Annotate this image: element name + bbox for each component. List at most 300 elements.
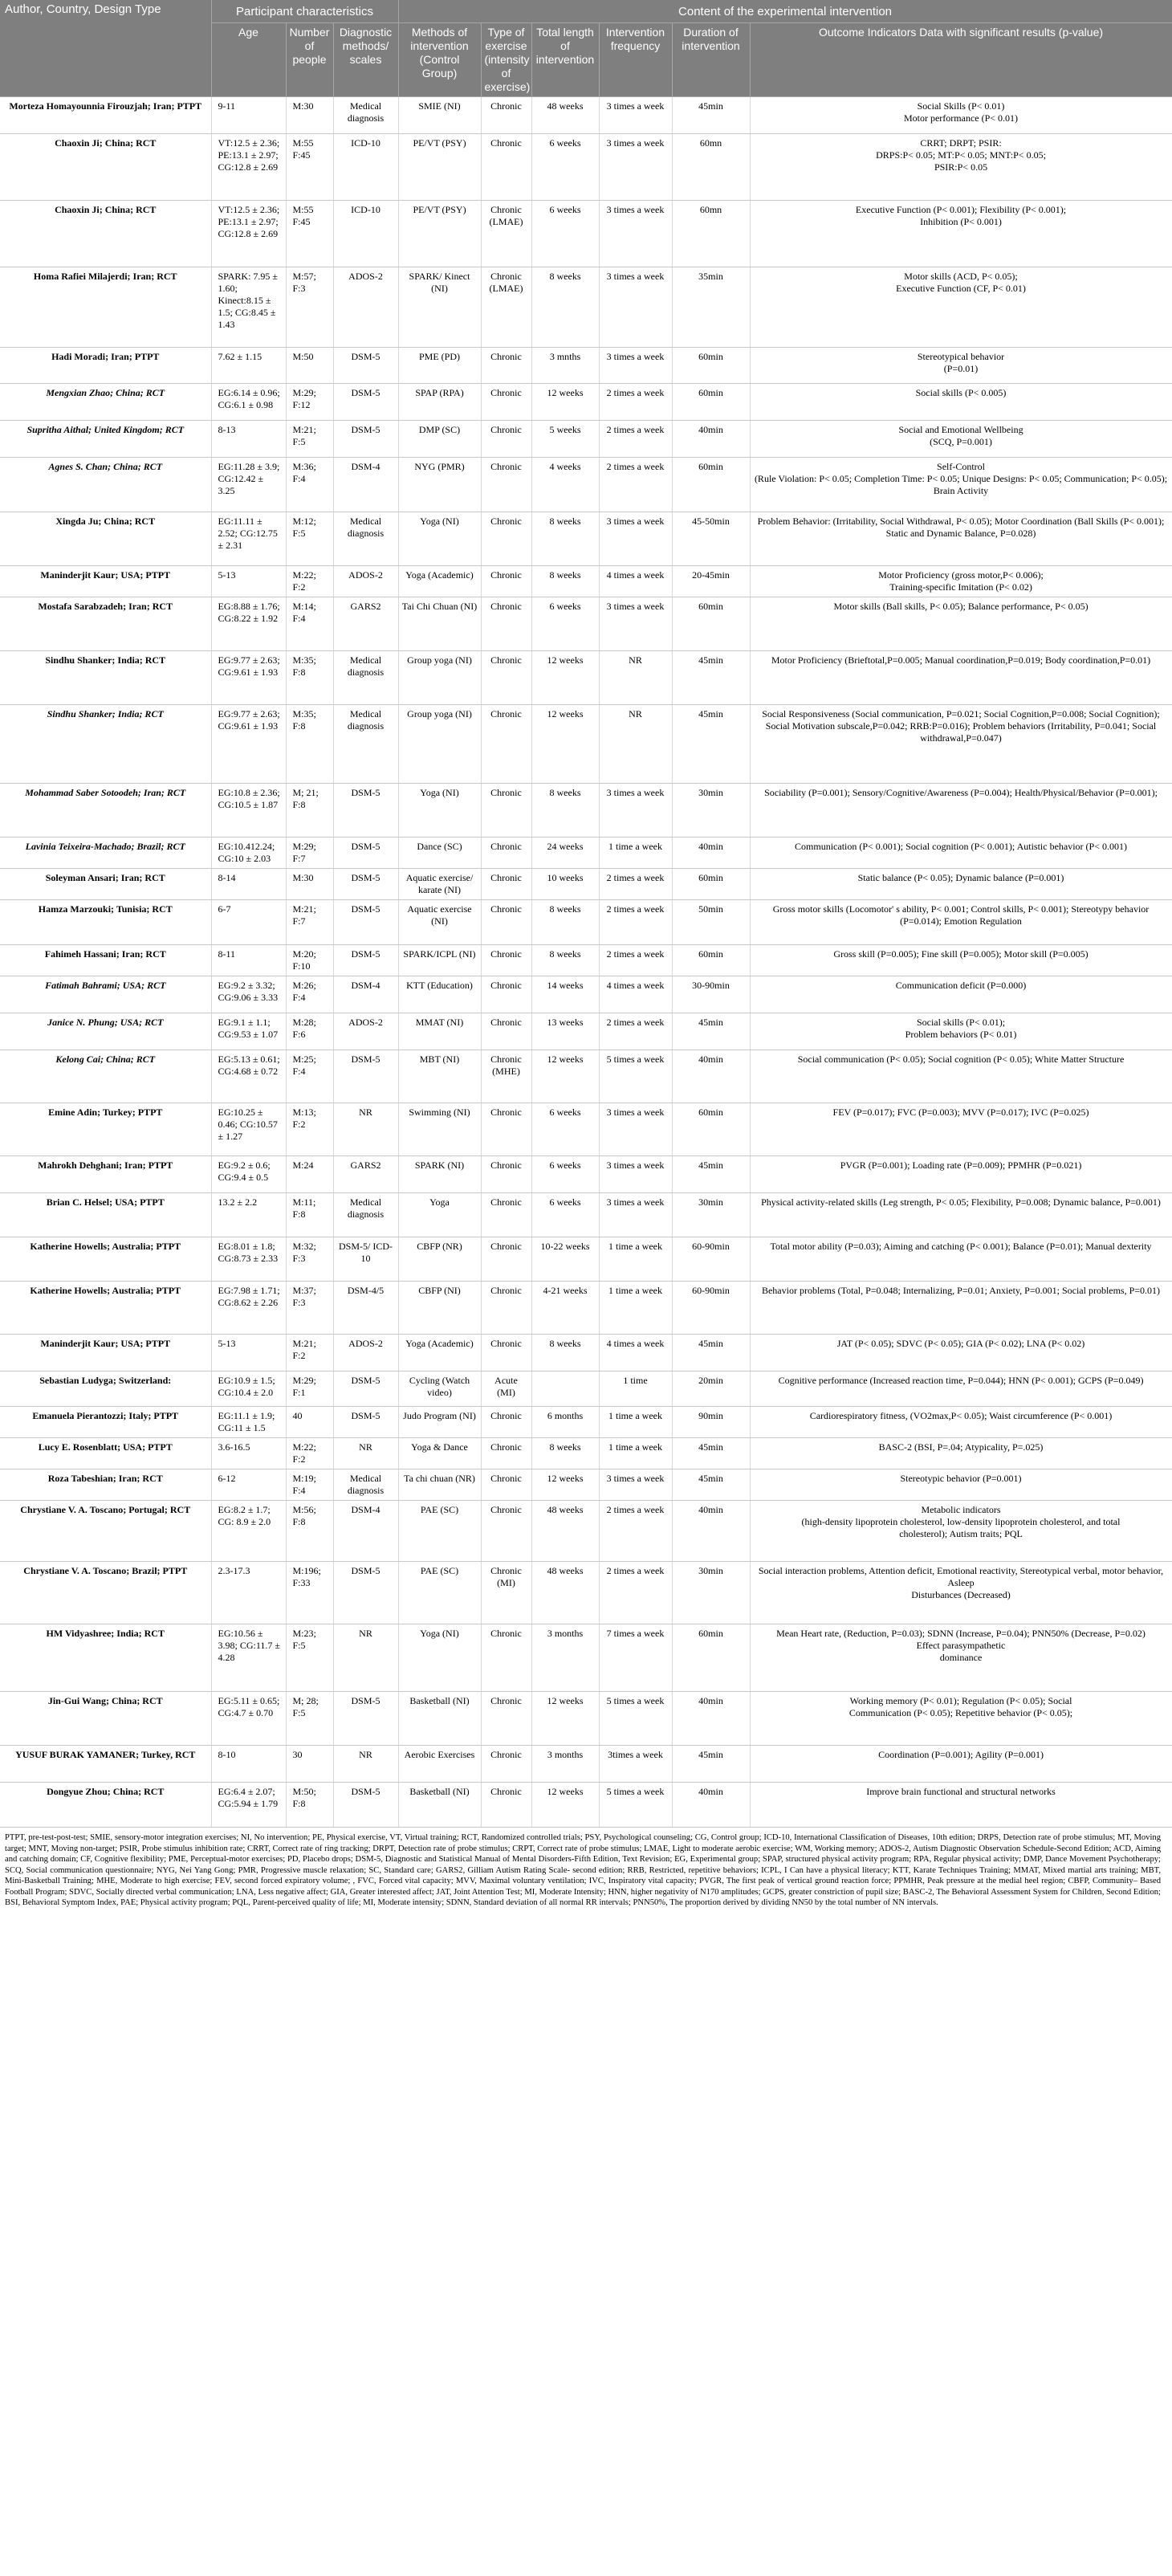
cell-method: Dance (SC): [398, 838, 481, 869]
cell-frequency: 2 times a week: [599, 421, 672, 458]
table-row: [0, 1692, 1172, 1746]
cell-frequency: 3 times a week: [599, 1193, 672, 1237]
header-participant-group: Participant characteristics: [211, 0, 398, 23]
cell-age: EG:10.412.24; CG:10 ± 2.03: [211, 838, 286, 869]
cell-frequency: 4 times a week: [599, 1335, 672, 1372]
cell-outcome: Metabolic indicators (high-density lipoprotein cholesterol, low-density lipoprotein cholesterol, and total cholesterol); Autism traits; PQL: [750, 1501, 1172, 1562]
cell-age: EG:5.11 ± 0.65; CG:4.7 ± 0.70: [211, 1692, 286, 1746]
table-row: [0, 1193, 1172, 1237]
cell-diagnostic: Medical diagnosis: [333, 512, 398, 566]
cell-duration: 20-45min: [672, 566, 750, 597]
cell-outcome: Motor Proficiency (Brieftotal,P=0.005; Manual coordination,P=0.019; Body coordination,P=0.01): [750, 651, 1172, 705]
cell-diagnostic: DSM-4: [333, 1501, 398, 1562]
cell-frequency: 2 times a week: [599, 458, 672, 512]
cell-exercise-type: Chronic: [481, 1501, 531, 1562]
cell-exercise-type: Chronic: [481, 1438, 531, 1469]
cell-age: EG:10.9 ± 1.5; CG:10.4 ± 2.0: [211, 1372, 286, 1407]
cell-diagnostic: DSM-5: [333, 348, 398, 384]
cell-author: Supritha Aithal; United Kingdom; RCT: [0, 421, 211, 458]
cell-frequency: 1 time a week: [599, 1438, 672, 1469]
cell-frequency: 3 times a week: [599, 201, 672, 267]
cell-length: 48 weeks: [531, 1562, 599, 1624]
cell-people: M:13; F:2: [286, 1103, 333, 1156]
cell-exercise-type: Chronic (MHE): [481, 1050, 531, 1103]
cell-people: M:11; F:8: [286, 1193, 333, 1237]
cell-length: 10 weeks: [531, 869, 599, 900]
cell-frequency: 2 times a week: [599, 900, 672, 945]
cell-author: Maninderjit Kaur; USA; PTPT: [0, 566, 211, 597]
cell-duration: 45-50min: [672, 512, 750, 566]
cell-method: Tai Chi Chuan (NI): [398, 597, 481, 651]
cell-author: Chaoxin Ji; China; RCT: [0, 134, 211, 201]
cell-length: 8 weeks: [531, 566, 599, 597]
cell-age: EG:10.8 ± 2.36; CG:10.5 ± 1.87: [211, 784, 286, 838]
cell-length: 3 mnths: [531, 348, 599, 384]
cell-author: Brian C. Helsel; USA; PTPT: [0, 1193, 211, 1237]
cell-exercise-type: Chronic: [481, 651, 531, 705]
cell-frequency: 1 time a week: [599, 1407, 672, 1438]
cell-method: Aquatic exercise/ karate (NI): [398, 869, 481, 900]
cell-outcome: Problem Behavior: (Irritability, Social Withdrawal, P< 0.05); Motor Coordination (Ball Skills (P< 0.001); Static and Dynamic Balance, P=0.028): [750, 512, 1172, 566]
cell-people: M:55 F:45: [286, 201, 333, 267]
cell-method: Cycling (Watch video): [398, 1372, 481, 1407]
cell-age: EG:8.88 ± 1.76; CG:8.22 ± 1.92: [211, 597, 286, 651]
cell-outcome: Communication (P< 0.001); Social cognition (P< 0.001); Autistic behavior (P< 0.001): [750, 838, 1172, 869]
cell-outcome: Gross skill (P=0.005); Fine skill (P=0.005); Motor skill (P=0.005): [750, 945, 1172, 976]
cell-exercise-type: Chronic (LMAE): [481, 267, 531, 348]
cell-people: M:50: [286, 348, 333, 384]
cell-people: M:56; F:8: [286, 1501, 333, 1562]
cell-age: EG:8.01 ± 1.8; CG:8.73 ± 2.33: [211, 1237, 286, 1282]
cell-people: M:50; F:8: [286, 1783, 333, 1828]
cell-exercise-type: Chronic: [481, 384, 531, 421]
cell-outcome: Sociability (P=0.001); Sensory/Cognitive/Awareness (P=0.004); Health/Physical/Behavior (P=0.001);: [750, 784, 1172, 838]
cell-method: SPARK/ICPL (NI): [398, 945, 481, 976]
cell-frequency: 3 times a week: [599, 784, 672, 838]
cell-outcome: Communication deficit (P=0.000): [750, 976, 1172, 1013]
cell-duration: 40min: [672, 1783, 750, 1828]
cell-length: 3 months: [531, 1746, 599, 1783]
cell-frequency: 3 times a week: [599, 97, 672, 134]
cell-frequency: 2 times a week: [599, 869, 672, 900]
cell-exercise-type: Chronic: [481, 512, 531, 566]
cell-frequency: 3times a week: [599, 1746, 672, 1783]
cell-outcome: JAT (P< 0.05); SDVC (P< 0.05); GIA (P< 0.02); LNA (P< 0.02): [750, 1335, 1172, 1372]
cell-exercise-type: Chronic: [481, 784, 531, 838]
cell-age: EG:11.28 ± 3.9; CG:12.42 ± 3.25: [211, 458, 286, 512]
cell-people: M:32; F:3: [286, 1237, 333, 1282]
cell-outcome: Motor Proficiency (gross motor,P< 0.006); Training-specific Imitation (P< 0.02): [750, 566, 1172, 597]
cell-author: Katherine Howells; Australia; PTPT: [0, 1282, 211, 1335]
cell-length: 48 weeks: [531, 97, 599, 134]
cell-people: 30: [286, 1746, 333, 1783]
cell-diagnostic: DSM-4: [333, 976, 398, 1013]
cell-author: Emanuela Pierantozzi; Italy; PTPT: [0, 1407, 211, 1438]
cell-length: 6 weeks: [531, 1103, 599, 1156]
cell-exercise-type: Chronic: [481, 1013, 531, 1050]
cell-duration: 60min: [672, 597, 750, 651]
cell-people: M:26; F:4: [286, 976, 333, 1013]
cell-duration: 60-90min: [672, 1282, 750, 1335]
cell-age: EG:9.2 ± 0.6; CG:9.4 ± 0.5: [211, 1156, 286, 1193]
cell-method: CBFP (NI): [398, 1282, 481, 1335]
cell-diagnostic: ICD-10: [333, 134, 398, 201]
cell-duration: 40min: [672, 421, 750, 458]
cell-age: EG:5.13 ± 0.61; CG:4.68 ± 0.72: [211, 1050, 286, 1103]
cell-exercise-type: Chronic: [481, 1407, 531, 1438]
cell-frequency: 2 times a week: [599, 945, 672, 976]
table-row: [0, 1624, 1172, 1692]
cell-frequency: 2 times a week: [599, 384, 672, 421]
cell-length: 24 weeks: [531, 838, 599, 869]
cell-outcome: Social Skills (P< 0.01) Motor performance (P< 0.01): [750, 97, 1172, 134]
cell-author: Sindhu Shanker; India; RCT: [0, 651, 211, 705]
cell-age: 8-10: [211, 1746, 286, 1783]
cell-people: M:28; F:6: [286, 1013, 333, 1050]
cell-exercise-type: Chronic: [481, 900, 531, 945]
table-row: [0, 97, 1172, 134]
cell-length: 10-22 weeks: [531, 1237, 599, 1282]
cell-duration: 40min: [672, 838, 750, 869]
cell-method: Yoga (NI): [398, 1624, 481, 1692]
cell-length: 12 weeks: [531, 1783, 599, 1828]
cell-exercise-type: Chronic: [481, 421, 531, 458]
cell-duration: 60min: [672, 348, 750, 384]
cell-method: MMAT (NI): [398, 1013, 481, 1050]
cell-outcome: Social communication (P< 0.05); Social cognition (P< 0.05); White Matter Structure: [750, 1050, 1172, 1103]
cell-method: SPARK/ Kinect (NI): [398, 267, 481, 348]
cell-frequency: 3 times a week: [599, 348, 672, 384]
cell-people: M:23; F:5: [286, 1624, 333, 1692]
cell-people: M:55 F:45: [286, 134, 333, 201]
cell-frequency: 5 times a week: [599, 1692, 672, 1746]
cell-frequency: 2 times a week: [599, 1501, 672, 1562]
table-row: [0, 566, 1172, 597]
cell-length: 8 weeks: [531, 784, 599, 838]
cell-length: 14 weeks: [531, 976, 599, 1013]
cell-method: SMIE (NI): [398, 97, 481, 134]
cell-duration: 20min: [672, 1372, 750, 1407]
cell-outcome: FEV (P=0.017); FVC (P=0.003); MVV (P=0.017); IVC (P=0.025): [750, 1103, 1172, 1156]
cell-duration: 45min: [672, 651, 750, 705]
cell-method: Basketball (NI): [398, 1692, 481, 1746]
cell-exercise-type: Chronic: [481, 1103, 531, 1156]
cell-diagnostic: Medical diagnosis: [333, 97, 398, 134]
header-author: Author, Country, Design Type: [0, 0, 211, 97]
cell-method: Group yoga (NI): [398, 651, 481, 705]
cell-author: Roza Tabeshian; Iran; RCT: [0, 1469, 211, 1501]
cell-length: 6 weeks: [531, 597, 599, 651]
cell-exercise-type: Chronic: [481, 1156, 531, 1193]
cell-frequency: 3 times a week: [599, 134, 672, 201]
cell-exercise-type: Chronic: [481, 458, 531, 512]
cell-exercise-type: Chronic: [481, 1335, 531, 1372]
cell-length: 8 weeks: [531, 267, 599, 348]
cell-diagnostic: DSM-5: [333, 1372, 398, 1407]
cell-method: PAE (SC): [398, 1501, 481, 1562]
cell-method: PE/VT (PSY): [398, 201, 481, 267]
cell-length: 12 weeks: [531, 705, 599, 784]
cell-exercise-type: Chronic: [481, 1692, 531, 1746]
cell-diagnostic: ADOS-2: [333, 566, 398, 597]
cell-duration: 35min: [672, 267, 750, 348]
cell-outcome: Motor skills (Ball skills, P< 0.05); Balance performance, P< 0.05): [750, 597, 1172, 651]
cell-author: Dongyue Zhou; China; RCT: [0, 1783, 211, 1828]
cell-age: EG:11.11 ± 2.52; CG:12.75 ± 2.31: [211, 512, 286, 566]
table-row: [0, 384, 1172, 421]
cell-diagnostic: ADOS-2: [333, 1335, 398, 1372]
cell-author: Mahrokh Dehghani; Iran; PTPT: [0, 1156, 211, 1193]
table-row: [0, 976, 1172, 1013]
cell-author: HM Vidyashree; India; RCT: [0, 1624, 211, 1692]
cell-length: 12 weeks: [531, 1050, 599, 1103]
header-people: Number of people: [286, 23, 333, 97]
table-row: [0, 512, 1172, 566]
cell-method: PAE (SC): [398, 1562, 481, 1624]
cell-diagnostic: DSM-4/5: [333, 1282, 398, 1335]
cell-people: M:22; F:2: [286, 1438, 333, 1469]
cell-age: EG:9.2 ± 3.32; CG:9.06 ± 3.33: [211, 976, 286, 1013]
cell-frequency: NR: [599, 651, 672, 705]
cell-exercise-type: Chronic: [481, 348, 531, 384]
cell-people: M:21; F:2: [286, 1335, 333, 1372]
cell-diagnostic: DSM-5: [333, 869, 398, 900]
cell-diagnostic: DSM-4: [333, 458, 398, 512]
cell-outcome: Improve brain functional and structural networks: [750, 1783, 1172, 1828]
cell-duration: 45min: [672, 1013, 750, 1050]
cell-author: Agnes S. Chan; China; RCT: [0, 458, 211, 512]
cell-length: 5 weeks: [531, 421, 599, 458]
cell-duration: 45min: [672, 1156, 750, 1193]
cell-exercise-type: Chronic: [481, 838, 531, 869]
cell-diagnostic: ADOS-2: [333, 267, 398, 348]
cell-length: 12 weeks: [531, 1692, 599, 1746]
cell-author: Sebastian Ludyga; Switzerland:: [0, 1372, 211, 1407]
cell-age: EG:10.25 ± 0.46; CG:10.57 ± 1.27: [211, 1103, 286, 1156]
table-row: [0, 1783, 1172, 1828]
cell-length: [531, 1372, 599, 1407]
cell-outcome: Total motor ability (P=0.03); Aiming and catching (P< 0.001); Balance (P=0.01); Manual dexterity: [750, 1237, 1172, 1282]
cell-exercise-type: Chronic: [481, 134, 531, 201]
table-row: [0, 597, 1172, 651]
table-row: [0, 784, 1172, 838]
cell-diagnostic: Medical diagnosis: [333, 705, 398, 784]
cell-method: Swimming (NI): [398, 1103, 481, 1156]
cell-author: Hadi Moradi; Iran; PTPT: [0, 348, 211, 384]
cell-author: Emine Adin; Turkey; PTPT: [0, 1103, 211, 1156]
cell-outcome: Social skills (P< 0.01); Problem behaviors (P< 0.01): [750, 1013, 1172, 1050]
cell-author: Morteza Homayounnia Firouzjah; Iran; PTPT: [0, 97, 211, 134]
cell-method: Aquatic exercise (NI): [398, 900, 481, 945]
cell-author: Lavinia Teixeira-Machado; Brazil; RCT: [0, 838, 211, 869]
cell-method: Yoga (NI): [398, 784, 481, 838]
cell-diagnostic: NR: [333, 1746, 398, 1783]
cell-outcome: BASC-2 (BSI, P=.04; Atypicality, P=.025): [750, 1438, 1172, 1469]
cell-frequency: 5 times a week: [599, 1783, 672, 1828]
cell-length: 48 weeks: [531, 1501, 599, 1562]
cell-method: Ta chi chuan (NR): [398, 1469, 481, 1501]
cell-diagnostic: DSM-5/ ICD-10: [333, 1237, 398, 1282]
cell-method: Yoga: [398, 1193, 481, 1237]
cell-author: Mostafa Sarabzadeh; Iran; RCT: [0, 597, 211, 651]
header-exercise-type: Type of exercise (intensity of exercise): [481, 23, 531, 97]
cell-duration: 45min: [672, 1438, 750, 1469]
table-row: [0, 1103, 1172, 1156]
cell-diagnostic: DSM-5: [333, 1562, 398, 1624]
cell-duration: 60min: [672, 945, 750, 976]
cell-frequency: 3 times a week: [599, 267, 672, 348]
cell-author: Jin-Gui Wang; China; RCT: [0, 1692, 211, 1746]
cell-age: SPARK: 7.95 ± 1.60; Kinect:8.15 ± 1.5; CG:8.45 ± 1.43: [211, 267, 286, 348]
cell-length: 6 months: [531, 1407, 599, 1438]
cell-outcome: Stereotypical behavior (P=0.01): [750, 348, 1172, 384]
cell-people: M:22; F:2: [286, 566, 333, 597]
cell-length: 12 weeks: [531, 384, 599, 421]
cell-exercise-type: Chronic: [481, 869, 531, 900]
cell-method: Yoga (Academic): [398, 1335, 481, 1372]
cell-author: YUSUF BURAK YAMANER; Turkey, RCT: [0, 1746, 211, 1783]
cell-duration: 40min: [672, 1501, 750, 1562]
header-duration: Duration of intervention: [672, 23, 750, 97]
cell-age: 3.6-16.5: [211, 1438, 286, 1469]
cell-outcome: CRRT; DRPT; PSIR: DRPS:P< 0.05; MT:P< 0.05; MNT:P< 0.05; PSIR:P< 0.05: [750, 134, 1172, 201]
table-row: [0, 1013, 1172, 1050]
cell-diagnostic: GARS2: [333, 1156, 398, 1193]
cell-people: M:35; F:8: [286, 705, 333, 784]
cell-age: EG:8.2 ± 1.7; CG: 8.9 ± 2.0: [211, 1501, 286, 1562]
cell-diagnostic: NR: [333, 1103, 398, 1156]
cell-age: VT:12.5 ± 2.36; PE:13.1 ± 2.97; CG:12.8 ± 2.69: [211, 201, 286, 267]
cell-duration: 40min: [672, 1692, 750, 1746]
cell-frequency: 3 times a week: [599, 1103, 672, 1156]
table-row: [0, 651, 1172, 705]
cell-frequency: 1 time a week: [599, 1282, 672, 1335]
cell-method: Yoga (NI): [398, 512, 481, 566]
cell-people: M:29; F:1: [286, 1372, 333, 1407]
cell-author: Soleyman Ansari; Iran; RCT: [0, 869, 211, 900]
cell-age: VT:12.5 ± 2.36; PE:13.1 ± 2.97; CG:12.8 ± 2.69: [211, 134, 286, 201]
cell-method: SPARK (NI): [398, 1156, 481, 1193]
cell-author: Maninderjit Kaur; USA; PTPT: [0, 1335, 211, 1372]
cell-duration: 40min: [672, 1050, 750, 1103]
cell-diagnostic: NR: [333, 1438, 398, 1469]
cell-age: EG:9.77 ± 2.63; CG:9.61 ± 1.93: [211, 705, 286, 784]
cell-age: 5-13: [211, 1335, 286, 1372]
cell-author: Chaoxin Ji; China; RCT: [0, 201, 211, 267]
cell-people: M:57; F:3: [286, 267, 333, 348]
cell-duration: 60min: [672, 1103, 750, 1156]
header-methods: Methods of intervention (Control Group): [398, 23, 481, 97]
cell-people: M:36; F:4: [286, 458, 333, 512]
table-row: [0, 838, 1172, 869]
cell-length: 8 weeks: [531, 512, 599, 566]
cell-frequency: 3 times a week: [599, 1156, 672, 1193]
cell-author: Chrystiane V. A. Toscano; Portugal; RCT: [0, 1501, 211, 1562]
table-row: [0, 1501, 1172, 1562]
cell-method: CBFP (NR): [398, 1237, 481, 1282]
cell-duration: 45min: [672, 1335, 750, 1372]
cell-people: M; 21; F:8: [286, 784, 333, 838]
table-row: [0, 1746, 1172, 1783]
cell-outcome: Social interaction problems, Attention deficit, Emotional reactivity, Stereotypical verbal, motor behavior, Asleep Disturbances (Decreased): [750, 1562, 1172, 1624]
cell-method: KTT (Education): [398, 976, 481, 1013]
cell-method: Yoga & Dance: [398, 1438, 481, 1469]
cell-duration: 60min: [672, 869, 750, 900]
cell-people: M:30: [286, 97, 333, 134]
cell-duration: 50min: [672, 900, 750, 945]
cell-diagnostic: ICD-10: [333, 201, 398, 267]
cell-diagnostic: DSM-5: [333, 784, 398, 838]
cell-age: 8-11: [211, 945, 286, 976]
cell-length: 13 weeks: [531, 1013, 599, 1050]
cell-outcome: Cognitive performance (Increased reaction time, P=0.044); HNN (P< 0.001); GCPS (P=0.049): [750, 1372, 1172, 1407]
cell-people: M:21; F:5: [286, 421, 333, 458]
cell-method: Basketball (NI): [398, 1783, 481, 1828]
cell-people: M:21; F:7: [286, 900, 333, 945]
cell-exercise-type: Chronic: [481, 1624, 531, 1692]
cell-diagnostic: DSM-5: [333, 900, 398, 945]
table-row: [0, 1469, 1172, 1501]
cell-people: M:12; F:5: [286, 512, 333, 566]
cell-age: EG:9.77 ± 2.63; CG:9.61 ± 1.93: [211, 651, 286, 705]
table-row: [0, 1438, 1172, 1469]
table-row: [0, 705, 1172, 784]
cell-author: Sindhu Shanker; India; RCT: [0, 705, 211, 784]
cell-author: Janice N. Phung; USA; RCT: [0, 1013, 211, 1050]
cell-diagnostic: DSM-5: [333, 1407, 398, 1438]
cell-outcome: Motor skills (ACD, P< 0.05); Executive Function (CF, P< 0.01): [750, 267, 1172, 348]
cell-author: Fatimah Bahrami; USA; RCT: [0, 976, 211, 1013]
cell-people: M:29; F:12: [286, 384, 333, 421]
table-row: [0, 1562, 1172, 1624]
cell-author: Kelong Cai; China; RCT: [0, 1050, 211, 1103]
cell-frequency: 4 times a week: [599, 566, 672, 597]
table-row: [0, 900, 1172, 945]
cell-people: M:19; F:4: [286, 1469, 333, 1501]
cell-length: 4-21 weeks: [531, 1282, 599, 1335]
cell-people: M:24: [286, 1156, 333, 1193]
cell-age: 8-13: [211, 421, 286, 458]
header-age: Age: [211, 23, 286, 97]
cell-method: Yoga (Academic): [398, 566, 481, 597]
cell-diagnostic: DSM-5: [333, 838, 398, 869]
cell-people: M:37; F:3: [286, 1282, 333, 1335]
cell-length: 6 weeks: [531, 201, 599, 267]
header-intervention-group: Content of the experimental intervention: [398, 0, 1172, 23]
cell-diagnostic: NR: [333, 1624, 398, 1692]
cell-method: Judo Program (NI): [398, 1407, 481, 1438]
cell-frequency: 2 times a week: [599, 1562, 672, 1624]
cell-outcome: Working memory (P< 0.01); Regulation (P< 0.05); Social Communication (P< 0.05); Repetitive behavior (P< 0.05);: [750, 1692, 1172, 1746]
cell-method: SPAP (RPA): [398, 384, 481, 421]
cell-frequency: 2 times a week: [599, 1013, 672, 1050]
table-row: [0, 869, 1172, 900]
cell-author: Xingda Ju; China; RCT: [0, 512, 211, 566]
table-row: [0, 267, 1172, 348]
cell-duration: 60min: [672, 458, 750, 512]
cell-diagnostic: Medical diagnosis: [333, 1193, 398, 1237]
cell-people: M:196; F:33: [286, 1562, 333, 1624]
cell-exercise-type: Chronic: [481, 945, 531, 976]
table-row: [0, 201, 1172, 267]
cell-frequency: 3 times a week: [599, 597, 672, 651]
cell-age: EG:6.14 ± 0.96; CG:6.1 ± 0.98: [211, 384, 286, 421]
cell-people: M:30: [286, 869, 333, 900]
cell-age: 13.2 ± 2.2: [211, 1193, 286, 1237]
cell-frequency: 3 times a week: [599, 512, 672, 566]
cell-frequency: 1 time a week: [599, 838, 672, 869]
cell-people: 40: [286, 1407, 333, 1438]
